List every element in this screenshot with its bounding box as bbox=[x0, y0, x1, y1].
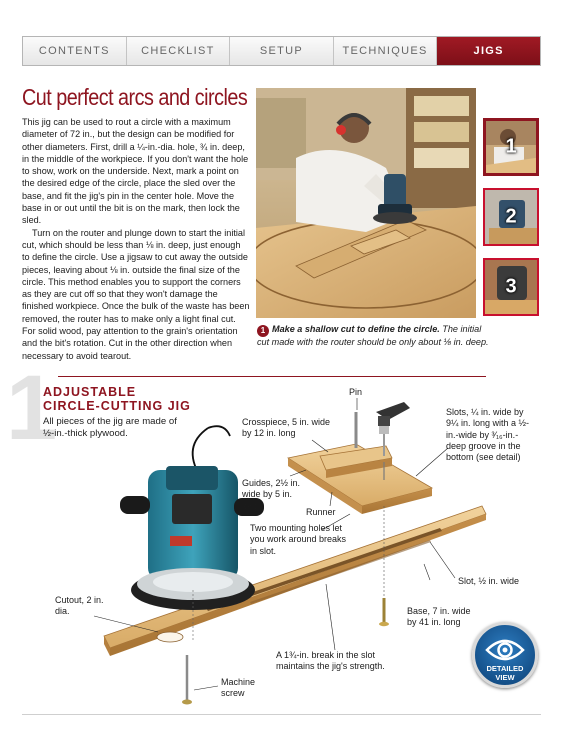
step-number: 3 bbox=[505, 275, 517, 298]
paragraph: Turn on the router and plunge down to start the initial cut, which should be less than ⅛ in. deep, just enough to define the circle. Use a jigsaw to cut away the outside pieces, leaving about ⅛ in. outside the final size of the circle. This method enables you to support the corners as they are cut off so that they won't damage the finished workpiece. Once the bulk of the waste has been removed, the router has to make only a light final cut. For solid wood, pay attention to the grain's orientation and the bit's rotation. Cut in the other direction when necessary to avoid tearout. bbox=[22, 227, 250, 361]
tab-jigs[interactable]: JIGS bbox=[437, 37, 540, 65]
section-number: 1 bbox=[6, 357, 58, 459]
tab-contents[interactable]: CONTENTS bbox=[23, 37, 127, 65]
tab-techniques[interactable]: TECHNIQUES bbox=[334, 37, 438, 65]
label-slots: Slots, ¼ in. wide by 9¼ in. long with a ½-in.-wide by ³⁄₁₆-in.-deep groove in the bottom (see detail) bbox=[446, 407, 530, 463]
machine-screw bbox=[182, 655, 192, 705]
paragraph: This jig can be used to rout a circle with a maximum diameter of 72 in., but the design can be modified for other diameters. First, drill a ¼-in.-dia. hole, ¾ in. deep, in the middle of the workpiece. If you don't want the hole to show, work on the underside. Next, mark a point on the desired edge of the circle, place the sled over the base, and fit the jig's pin in the center hole. Move the base in or out until the bit is on the mark, then lock the sled. bbox=[22, 117, 249, 226]
step-number: 1 bbox=[505, 135, 517, 158]
label-mounting-holes: Two mounting holes let you work around breaks in slot. bbox=[250, 523, 347, 556]
caption-lead: Make a shallow cut to define the circle. bbox=[272, 324, 440, 334]
label-guides: Guides, 2½ in. wide by 5 in. long bbox=[242, 478, 301, 511]
label-crosspiece: Crosspiece, 5 in. wide by 12 in. long bbox=[242, 417, 331, 439]
detailed-view-label bbox=[475, 664, 535, 682]
tab-setup[interactable]: SETUP bbox=[230, 37, 334, 65]
eye-icon bbox=[475, 628, 535, 668]
page-title: Cut perfect arcs and circles bbox=[22, 84, 248, 110]
section-title-line: ADJUSTABLE bbox=[43, 385, 137, 399]
label-cutout: Cutout, 2 in. dia. bbox=[55, 595, 104, 617]
tab-checklist[interactable]: CHECKLIST bbox=[127, 37, 231, 65]
step-number: 2 bbox=[505, 205, 517, 228]
label-base: Base, 7 in. wide by 41 in. long bbox=[407, 606, 471, 628]
label-machine-screw: Machine screw bbox=[221, 677, 256, 699]
detailed-view-button[interactable] bbox=[472, 622, 538, 688]
label-slot: Slot, ½ in. wide bbox=[458, 576, 520, 586]
footer-rule bbox=[22, 714, 541, 715]
detailed-view-line: DETAILED bbox=[486, 664, 524, 673]
label-pin: Pin bbox=[349, 387, 363, 397]
caption-number: 1 bbox=[257, 325, 269, 337]
caption-text: The initial cut made with the router should be only about ⅛ in. deep. bbox=[257, 324, 489, 347]
section-subtitle: All pieces of the jig are made of ½-in.-thick plywood. bbox=[43, 416, 177, 439]
section-title-line: CIRCLE-CUTTING JIG bbox=[43, 399, 191, 413]
detailed-view-line: VIEW bbox=[495, 673, 515, 682]
bolt-on-base bbox=[379, 598, 389, 626]
label-runner: Runner bbox=[306, 507, 336, 517]
label-break: A 1¾-in. break in the slot maintains the jig's strength. bbox=[276, 650, 385, 672]
